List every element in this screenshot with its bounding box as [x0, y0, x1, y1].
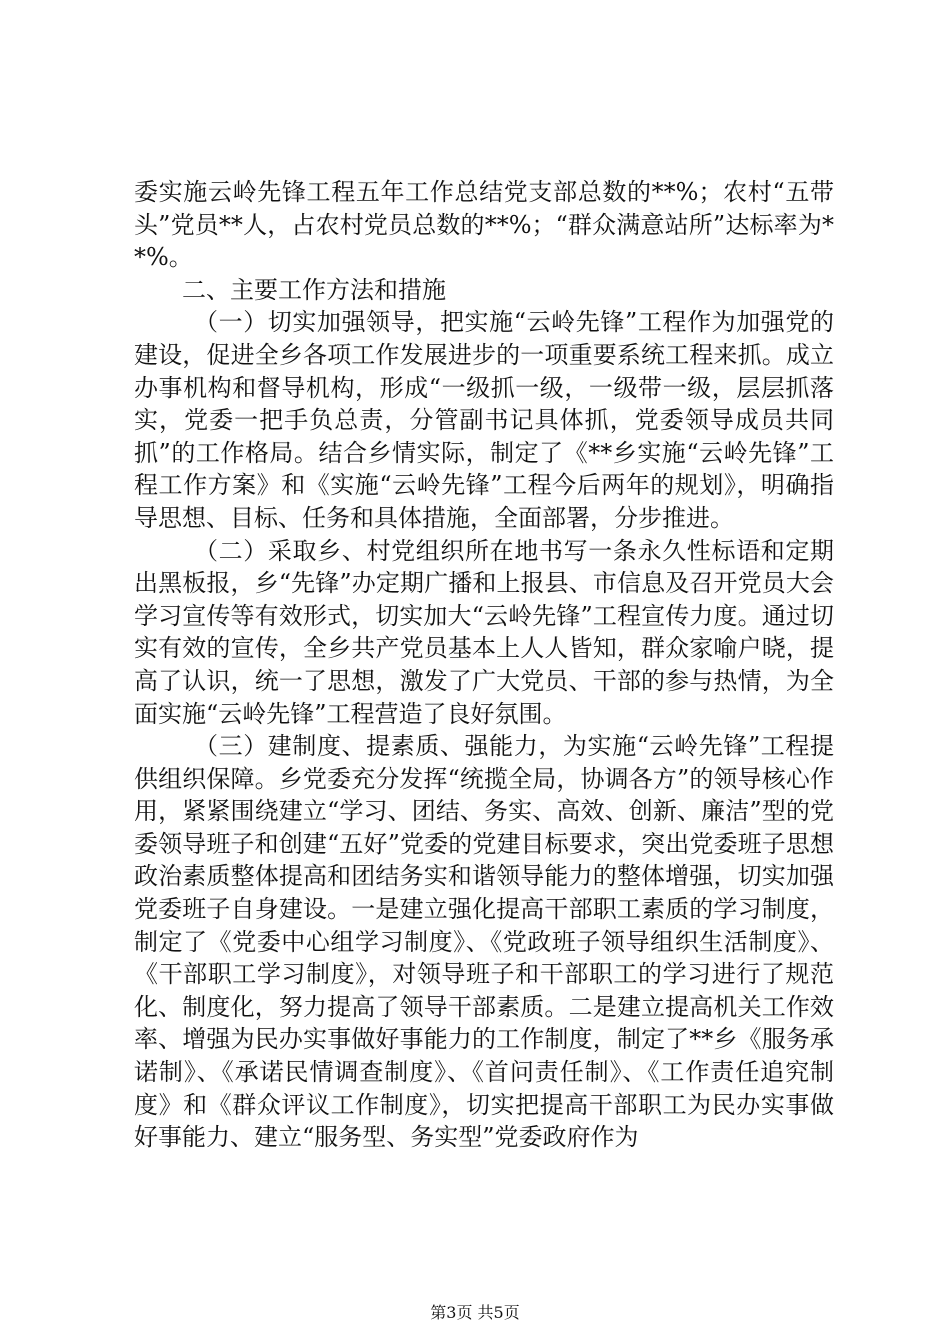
- paragraph-continuation: 委实施云岭先锋工程五年工作总结党支部总数的**%；农村“五带头”党员**人，占农村党员总数的**%；“群众满意站所”达标率为**%。: [134, 178, 834, 272]
- section-heading: 二、主要工作方法和措施: [182, 275, 446, 304]
- paragraph-item-1: （一）切实加强领导，把实施“云岭先锋”工程作为加强党的建设，促进全乡各项工作发展进步的一项重要系统工程来抓。成立办事机构和督导机构，形成“一级抓一级，一级带一级，层层抓落实，党委一把手负总责，分管副书记具体抓，党委领导成员共同抓”的工作格局。结合乡情实际，制定了《**乡实施“云岭先锋”工程工作方案》和《实施“云岭先锋”工程今后两年的规划》，明确指导思想、目标、任务和具体措施，全面部署，分步推进。: [134, 308, 834, 532]
- page-footer: 第3页 共5页: [430, 1303, 520, 1322]
- paragraph-item-3: （三）建制度、提素质、强能力，为实施“云岭先锋”工程提供组织保障。乡党委充分发挥“统揽全局，协调各方”的领导核心作用，紧紧围绕建立“学习、团结、务实、高效、创新、廉洁”型的党委领导班子和创建“五好”党委的党建目标要求，突出党委班子思想政治素质整体提高和团结务实和谐领导能力的整体增强，切实加强党委班子自身建设。一是建立强化提高干部职工素质的学习制度，制定了《党委中心组学习制度》、《党政班子领导组织生活制度》、《干部职工学习制度》，对领导班子和干部职工的学习进行了规范化、制度化，努力提高了领导干部素质。二是建立提高机关工作效率、增强为民办实事做好事能力的工作制度，制定了**乡《服务承诺制》、《承诺民情调查制度》、《首问责任制》、《工作责任追究制度》和《群众评议工作制度》，切实把提高干部职工为民办实事做好事能力、建立“服务型、务实型”党委政府作为: [134, 732, 834, 1152]
- paragraph-item-2: （二）采取乡、村党组织所在地书写一条永久性标语和定期出黑板报，乡“先锋”办定期广播和上报县、市信息及召开党员大会学习宣传等有效形式，切实加大“云岭先锋”工程宣传力度。通过切实有效的宣传，全乡共产党员基本上人人皆知，群众家喻户晓，提高了认识，统一了思想，激发了广大党员、干部的参与热情，为全面实施“云岭先锋”工程营造了良好氛围。: [134, 536, 834, 728]
- document-body: [134, 176, 834, 1154]
